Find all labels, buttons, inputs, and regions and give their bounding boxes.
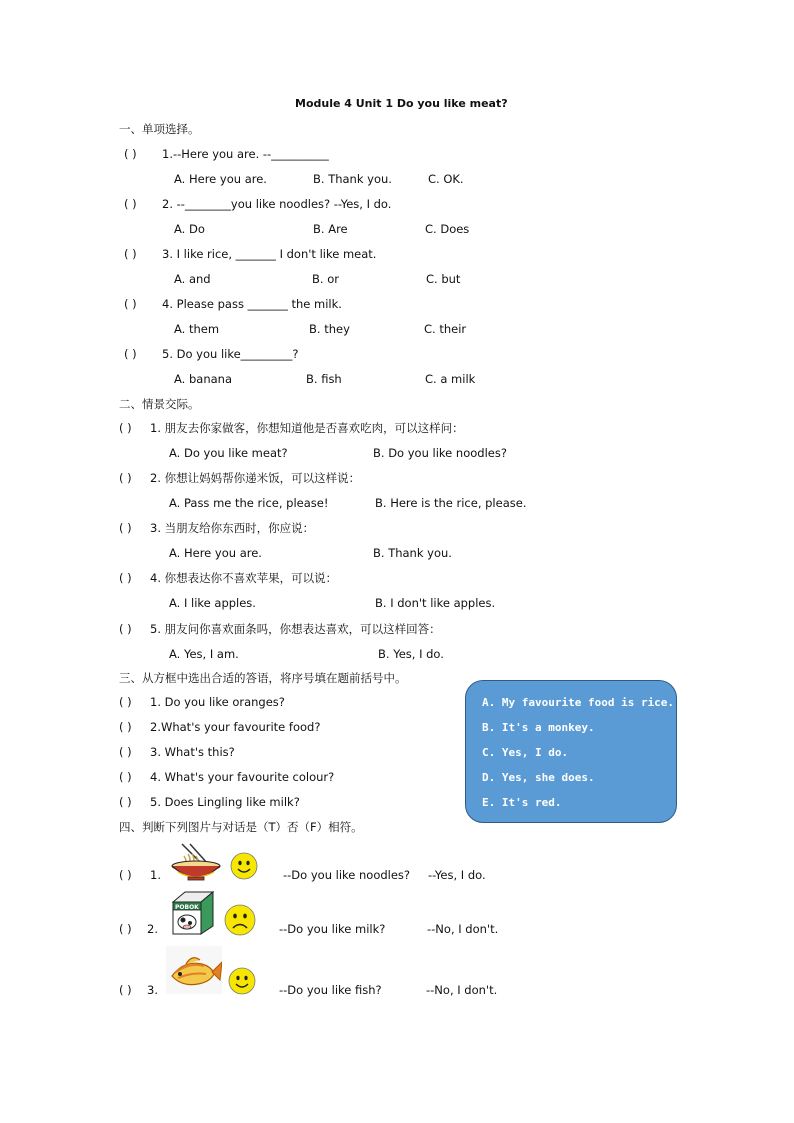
dialogue-question: --Do you like milk?	[279, 922, 386, 936]
box-option-d: D. Yes, she does.	[482, 771, 595, 784]
question-stem: 5. 朋友问你喜欢面条吗，你想表达喜欢，可以这样回答：	[150, 622, 441, 636]
fish-icon	[166, 946, 222, 994]
answer-paren[interactable]: ( )	[119, 983, 132, 997]
option-b: B. Thank you.	[373, 546, 452, 560]
question-stem: 1. 朋友去你家做客，你想知道他是否喜欢吃肉，可以这样问：	[150, 421, 464, 435]
option-b: B. Do you like noodles?	[373, 446, 507, 460]
answer-paren[interactable]: ( )	[124, 247, 137, 261]
section-3-heading: 三、从方框中选出合适的答语，将序号填在题前括号中。	[119, 671, 407, 685]
answer-paren[interactable]: ( )	[119, 795, 132, 809]
question-stem: 2. --________you like noodles? --Yes, I do.	[162, 197, 392, 211]
question-number: 3.	[147, 983, 158, 997]
answer-paren[interactable]: ( )	[119, 745, 132, 759]
answer-paren[interactable]: ( )	[119, 868, 132, 882]
answer-paren[interactable]: ( )	[119, 571, 132, 585]
option-b: B. or	[312, 272, 339, 286]
question-stem: 5. Does Lingling like milk?	[150, 795, 300, 809]
option-b: B. Thank you.	[313, 172, 392, 186]
option-a: A. and	[174, 272, 211, 286]
option-a: A. them	[174, 322, 220, 336]
page-title: Module 4 Unit 1 Do you like meat?	[295, 97, 508, 110]
section-4-heading: 四、判断下列图片与对话是（T）否（F）相符。	[119, 820, 363, 834]
dialogue-answer: --Yes, I do.	[428, 868, 486, 882]
dialogue-answer: --No, I don't.	[426, 983, 498, 997]
answer-paren[interactable]: ( )	[124, 347, 137, 361]
question-stem: 1. Do you like oranges?	[150, 695, 285, 709]
option-b: B. Yes, I do.	[378, 647, 444, 661]
question-stem: 2.What's your favourite food?	[150, 720, 321, 734]
question-stem: 5. Do you like_________?	[162, 347, 299, 361]
option-b: B. Here is the rice, please.	[375, 496, 527, 510]
option-b: B. Are	[313, 222, 348, 236]
section-2-heading: 二、情景交际。	[119, 397, 200, 411]
option-a: A. Do you like meat?	[169, 446, 288, 460]
question-stem: 3. I like rice, _______ I don't like meat.	[162, 247, 377, 261]
smiley-face-icon	[228, 967, 256, 995]
answer-paren[interactable]: ( )	[119, 421, 132, 435]
option-a: A. I like apples.	[169, 596, 256, 610]
option-b: B. I don't like apples.	[375, 596, 496, 610]
answer-paren[interactable]: ( )	[119, 471, 132, 485]
answer-paren[interactable]: ( )	[119, 695, 132, 709]
box-option-c: C. Yes, I do.	[482, 746, 569, 759]
question-number: 2.	[147, 922, 158, 936]
question-stem: 3. What's this?	[150, 745, 235, 759]
carton-label: POBOK	[175, 904, 199, 911]
option-c: C. their	[424, 322, 467, 336]
dialogue-question: --Do you like noodles?	[283, 868, 411, 882]
answer-paren[interactable]: ( )	[119, 720, 132, 734]
option-c: C. a milk	[425, 372, 476, 386]
option-c: C. but	[426, 272, 461, 286]
option-c: C. OK.	[428, 172, 464, 186]
answer-paren[interactable]: ( )	[124, 297, 137, 311]
answer-paren[interactable]: ( )	[119, 521, 132, 535]
box-option-a: A. My favourite food is rice.	[482, 696, 675, 709]
answer-paren[interactable]: ( )	[119, 922, 132, 936]
noodles-bowl-icon	[170, 842, 222, 882]
question-stem: 4. 你想表达你不喜欢苹果，可以说：	[150, 571, 338, 585]
smiley-face-icon	[230, 852, 258, 880]
option-b: B. fish	[306, 372, 342, 386]
question-stem: 2. 你想让妈妈帮你递米饭，可以这样说：	[150, 471, 361, 485]
option-a: A. Here you are.	[169, 546, 262, 560]
option-a: A. Do	[174, 222, 205, 236]
dialogue-question: --Do you like fish?	[279, 983, 382, 997]
section-1-heading: 一、单项选择。	[119, 122, 200, 136]
option-a: A. Yes, I am.	[169, 647, 239, 661]
question-stem: 3. 当朋友给你东西时，你应说：	[150, 521, 315, 535]
box-option-e: E. It's red.	[482, 796, 562, 809]
option-a: A. banana	[174, 372, 232, 386]
answer-paren[interactable]: ( )	[119, 622, 132, 636]
dialogue-answer: --No, I don't.	[427, 922, 499, 936]
question-stem: 4. Please pass _______ the milk.	[162, 297, 342, 311]
answer-choices-box	[465, 680, 677, 823]
answer-paren[interactable]: ( )	[119, 770, 132, 784]
box-option-b: B. It's a monkey.	[482, 721, 595, 734]
option-b: B. they	[309, 322, 350, 336]
question-stem: 4. What's your favourite colour?	[150, 770, 335, 784]
option-a: A. Here you are.	[174, 172, 267, 186]
sad-face-icon	[224, 904, 256, 936]
option-c: C. Does	[425, 222, 470, 236]
answer-paren[interactable]: ( )	[124, 197, 137, 211]
question-number: 1.	[150, 868, 161, 882]
answer-paren[interactable]: ( )	[124, 147, 137, 161]
milk-carton-icon	[167, 890, 219, 936]
option-a: A. Pass me the rice, please!	[169, 496, 329, 510]
question-stem: 1.--Here you are. --__________	[162, 147, 329, 161]
